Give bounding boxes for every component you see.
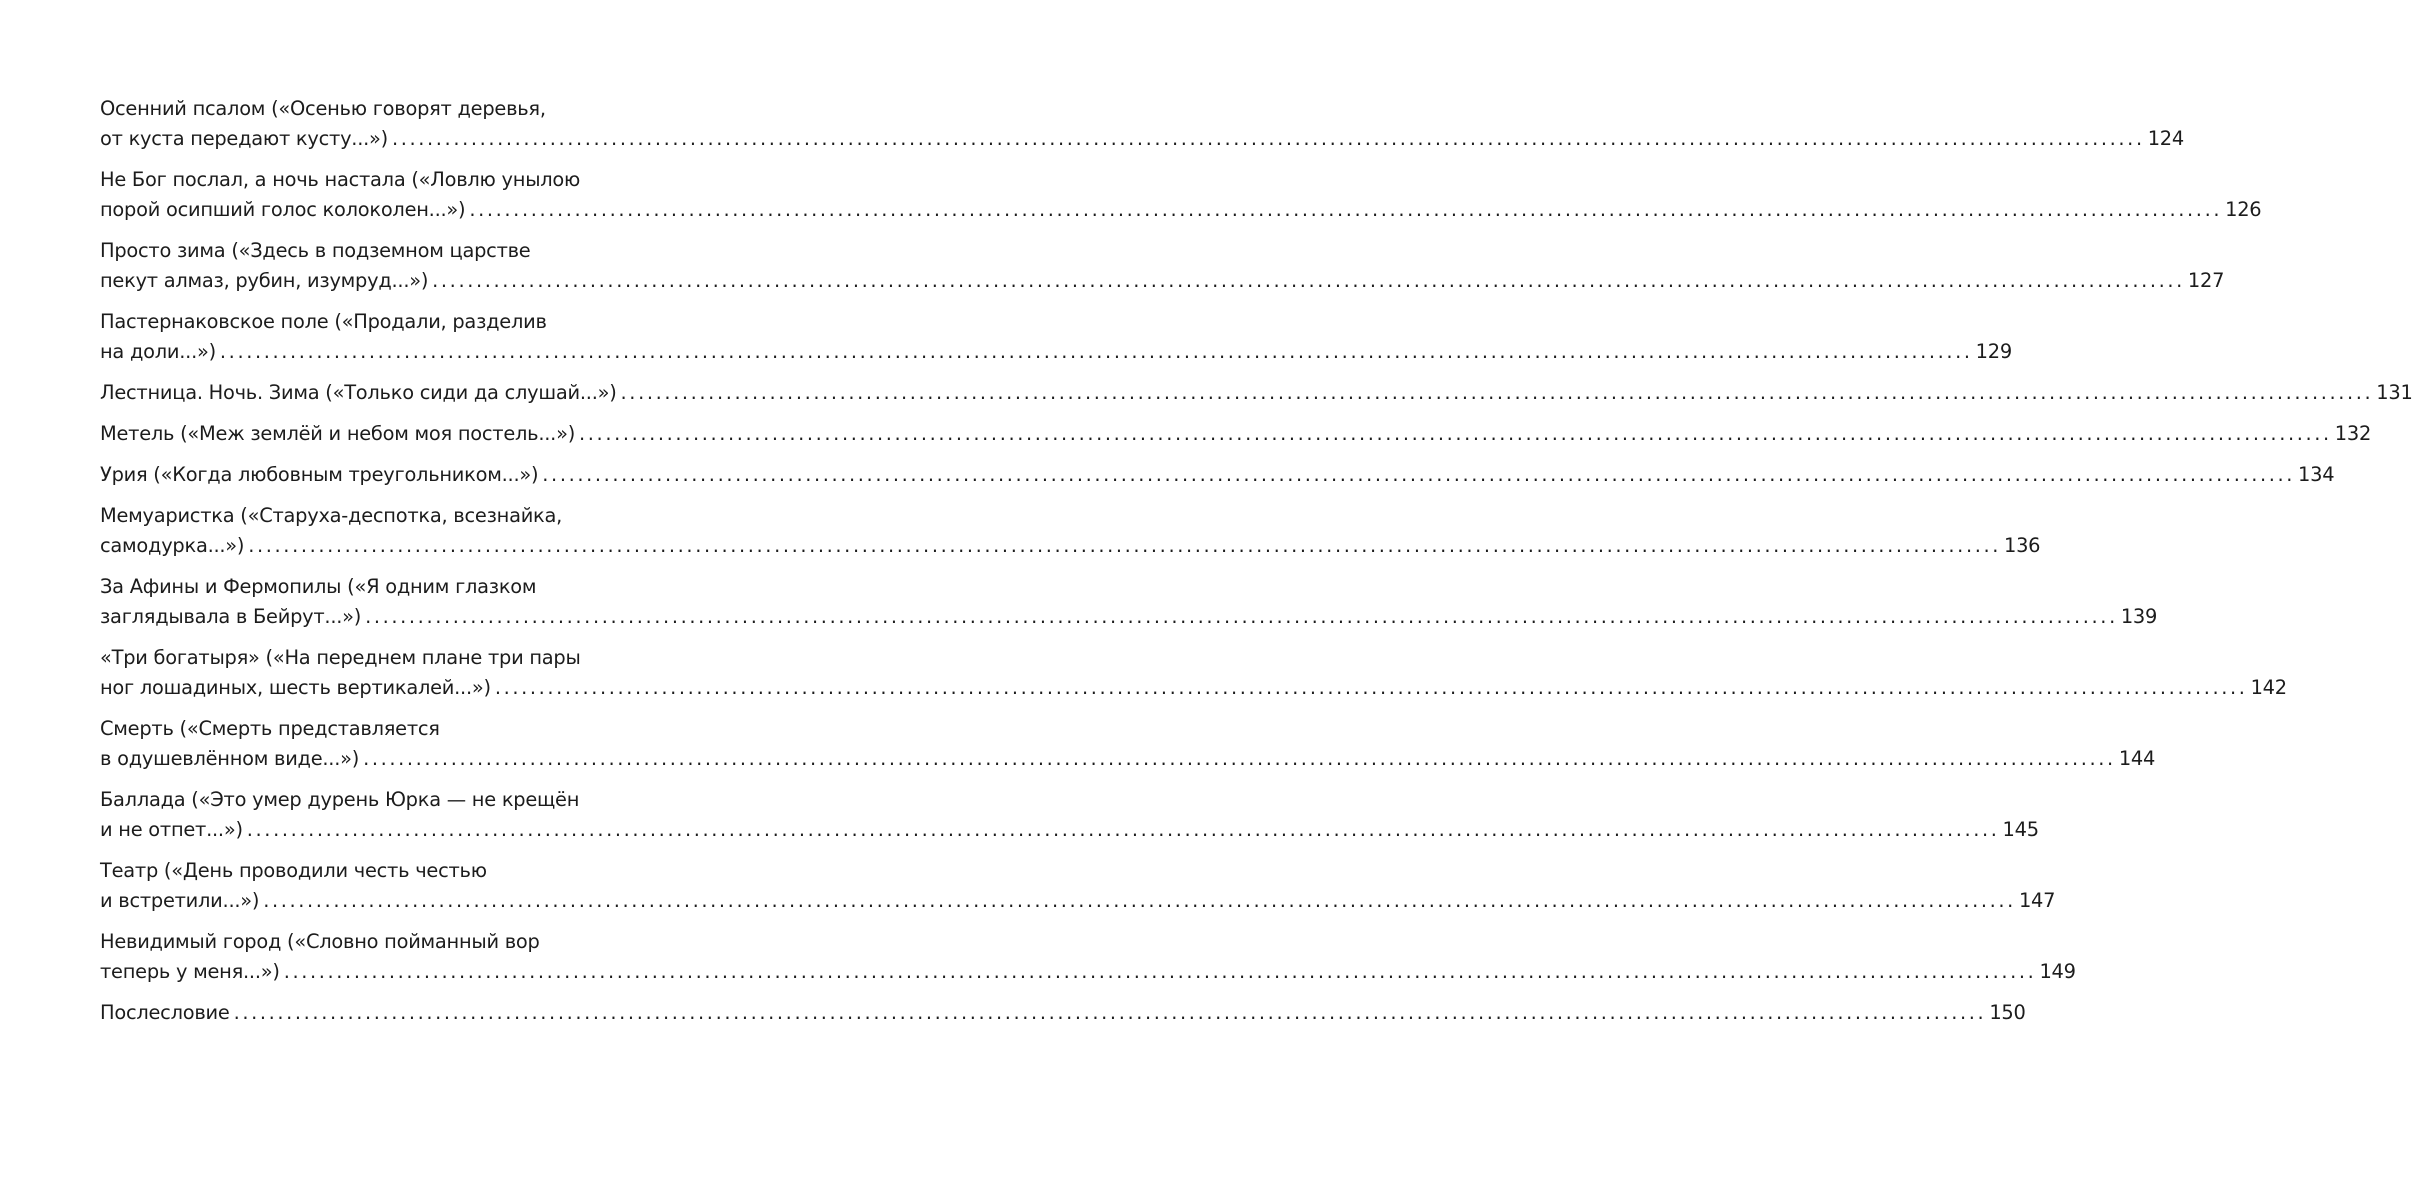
toc-entry-title-text: теперь у меня...») [100, 960, 280, 983]
toc-entry-title-text: Урия («Когда любовным треугольником...») [100, 463, 539, 486]
toc-entry-title-text: в одушевлённом виде...») [100, 747, 360, 770]
toc-entry-title-text: заглядывала в Бейрут...») [100, 605, 362, 628]
toc-entry-last-line [100, 957, 2076, 987]
dot-leader: ........................................................................................................................................................................................................ [246, 818, 2000, 841]
toc-entry [100, 856, 2056, 916]
toc-entry [100, 378, 2413, 408]
toc-entry-line: Баллада («Это умер дурень Юрка — не крещён [100, 788, 580, 811]
toc-entry-line: Не Бог послал, а ночь настала («Ловлю унылою [100, 168, 581, 191]
toc-entry-last-line [100, 378, 2413, 408]
page-number: 134 [2298, 463, 2335, 486]
toc-entry-last-line [100, 195, 2262, 225]
dot-leader: ........................................................................................................................................................................................................ [283, 960, 2037, 983]
page-number: 144 [2118, 747, 2156, 770]
toc-entry-title-text: на доли...») [100, 340, 216, 363]
page-number: 142 [2250, 676, 2287, 699]
toc-entry-title-text: и не отпет...») [100, 818, 243, 841]
toc-entry-last-line [100, 419, 2372, 449]
page-number: 149 [2039, 960, 2076, 983]
toc-entry-line: «Три богатыря» («На переднем плане три пары [100, 646, 581, 669]
dot-leader: ........................................................................................................................................................................................................ [248, 534, 2001, 557]
page-number: 124 [2147, 127, 2184, 150]
toc-entry-last-line [100, 886, 2056, 916]
dot-leader: ........................................................................................................................................................................................................ [432, 269, 2185, 292]
toc-entry [100, 927, 2076, 987]
page-number: 147 [2018, 889, 2056, 912]
dot-leader: ........................................................................................................................................................................................................ [494, 676, 2248, 699]
page-number: 127 [2187, 269, 2225, 292]
toc-entry-last-line [100, 266, 2225, 296]
toc-entry-line: Мемуаристка («Старуха-деспотка, всезнайка, [100, 504, 563, 527]
dot-leader: ........................................................................................................................................................................................................ [620, 381, 2374, 404]
toc-entry [100, 785, 2039, 845]
toc-entry-title-text: порой осипший голос колоколен...») [100, 198, 466, 221]
dot-leader: ........................................................................................................................................................................................................ [469, 198, 2223, 221]
toc-entry-line: Смерть («Смерть представляется [100, 717, 440, 740]
toc-entry-line: Просто зима («Здесь в подземном царстве [100, 239, 531, 262]
toc-entry-title-text: и встретили...») [100, 889, 260, 912]
toc-entry [100, 501, 2041, 561]
toc-entry-line: Невидимый город («Словно пойманный вор [100, 930, 540, 953]
toc-entry [100, 714, 2156, 774]
toc-entry-title-text: пекут алмаз, рубин, изумруд...») [100, 269, 429, 292]
page-number: 131 [2376, 381, 2413, 404]
dot-leader: ........................................................................................................................................................................................................ [391, 127, 2145, 150]
toc-entry-last-line [100, 531, 2041, 561]
page-number: 145 [2002, 818, 2039, 841]
toc-entry [100, 165, 2262, 225]
table-of-contents [100, 94, 2413, 1039]
toc-entry [100, 419, 2372, 449]
dot-leader: ........................................................................................................................................................................................................ [365, 605, 2118, 628]
toc-entry-line: Пастернаковское поле («Продали, разделив [100, 310, 547, 333]
dot-leader: ........................................................................................................................................................................................................ [363, 747, 2116, 770]
toc-entry [100, 643, 2287, 703]
toc-entry-title-text: от куста передают кусту...») [100, 127, 388, 150]
toc-entry-title-text: Послесловие [100, 1001, 230, 1024]
toc-entry-last-line [100, 815, 2039, 845]
page-number: 126 [2225, 198, 2262, 221]
toc-entry-last-line [100, 124, 2184, 154]
dot-leader: ........................................................................................................................................................................................................ [579, 422, 2332, 445]
dot-leader: ........................................................................................................................................................................................................ [219, 340, 1973, 363]
toc-entry [100, 94, 2184, 154]
page-number: 136 [2004, 534, 2041, 557]
toc-entry [100, 998, 2026, 1028]
page-number: 129 [1975, 340, 2012, 363]
toc-entry-last-line [100, 744, 2156, 774]
page-number: 132 [2334, 422, 2372, 445]
toc-entry-line: Театр («День проводили честь честью [100, 859, 487, 882]
toc-entry-last-line [100, 602, 2158, 632]
toc-entry-title-text: Лестница. Ночь. Зима («Только сиди да слушай...») [100, 381, 617, 404]
toc-entry-title-text: ног лошадиных, шесть вертикалей...») [100, 676, 491, 699]
toc-entry [100, 460, 2335, 490]
dot-leader: ........................................................................................................................................................................................................ [263, 889, 2016, 912]
toc-entry [100, 236, 2225, 296]
toc-entry-last-line [100, 460, 2335, 490]
dot-leader: ........................................................................................................................................................................................................ [542, 463, 2296, 486]
page-number: 150 [1989, 1001, 2026, 1024]
dot-leader: ........................................................................................................................................................................................................ [233, 1001, 1987, 1024]
toc-entry-title-text: Метель («Меж землёй и небом моя постель...») [100, 422, 576, 445]
toc-entry-line: За Афины и Фермопилы («Я одним глазком [100, 575, 537, 598]
toc-entry-title-text: самодурка...») [100, 534, 245, 557]
toc-entry-last-line [100, 337, 2012, 367]
toc-entry [100, 572, 2158, 632]
page-number: 139 [2120, 605, 2158, 628]
toc-entry-last-line [100, 998, 2026, 1028]
toc-entry-line: Осенний псалом («Осенью говорят деревья, [100, 97, 546, 120]
toc-entry [100, 307, 2012, 367]
toc-entry-last-line [100, 673, 2287, 703]
